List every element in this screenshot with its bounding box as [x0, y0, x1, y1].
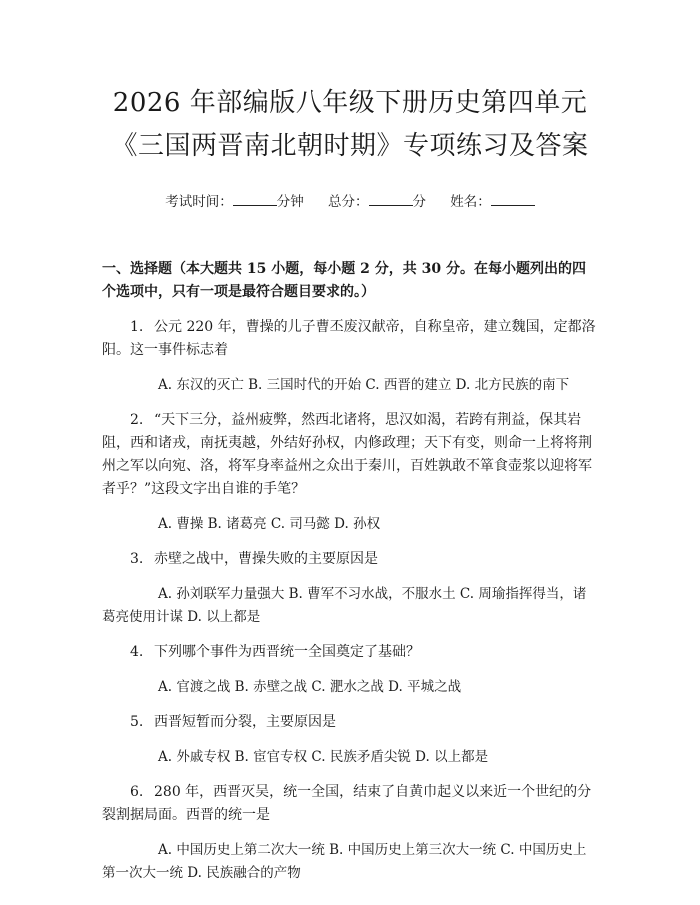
question-text: 西晋短暂而分裂，主要原因是	[154, 714, 336, 730]
exam-time-label: 考试时间：	[165, 194, 233, 210]
question-text: 赤壁之战中，曹操失败的主要原因是	[154, 551, 378, 567]
total-score-unit: 分	[412, 194, 426, 210]
question-stem	[102, 641, 598, 664]
question-number: 5.	[130, 714, 144, 730]
question-stem	[102, 316, 598, 362]
question-number: 3.	[130, 551, 144, 567]
total-score-blank	[369, 193, 413, 206]
question-text: 280 年，西晋灭吴，统一全国，结束了自黄巾起义以来近一个世纪的分裂割据局面。西晋的统一是	[102, 784, 592, 823]
total-score-label: 总分：	[328, 194, 369, 210]
question-options: A. 中国历史上第二次大一统 B. 中国历史上第三次大一统 C. 中国历史上第一次大一统 D. 民族融合的产物	[102, 842, 587, 881]
question-options: A. 外戚专权 B. 宦官专权 C. 民族矛盾尖锐 D. 以上都是	[158, 749, 489, 765]
question-text: 公元 220 年，曹操的儿子曹丕废汉献帝，自称皇帝，建立魏国，定都洛阳。这一事件标志着	[102, 319, 596, 358]
question-options: A. 孙刘联军力量强大 B. 曹军不习水战，不服水土 C. 周瑜指挥得当，诸葛亮使用计谋 D. 以上都是	[102, 586, 587, 625]
document-title: 2026 年部编版八年级下册历史第四单元《三国两晋南北朝时期》专项练习及答案	[111, 88, 589, 161]
question-options: A. 曹操 B. 诸葛亮 C. 司马懿 D. 孙权	[158, 516, 381, 532]
student-name-label: 姓名：	[450, 194, 491, 210]
question-stem	[102, 711, 598, 734]
section-heading: 一、选择题（本大题共 15 小题，每小题 2 分，共 30 分。在每小题列出的四个选项中，只有一项是最符合题目要求的。）	[102, 261, 586, 300]
student-name-blank	[491, 193, 535, 206]
exam-time-unit: 分钟	[276, 194, 304, 210]
question-stem	[102, 781, 598, 827]
question-text: 下列哪个事件为西晋统一全国奠定了基础？	[154, 644, 420, 660]
question-number: 1.	[130, 319, 144, 335]
question-options: A. 官渡之战 B. 赤壁之战 C. 淝水之战 D. 平城之战	[158, 679, 462, 695]
total-score-field	[328, 194, 426, 210]
question-options: A. 东汉的灭亡 B. 三国时代的开始 C. 西晋的建立 D. 北方民族的南下	[158, 377, 570, 393]
exam-time-blank	[233, 193, 277, 206]
exam-info-line	[102, 192, 598, 212]
question-number: 2.	[130, 412, 144, 428]
exam-time-field	[165, 194, 304, 210]
student-name-field	[450, 194, 535, 210]
question-stem	[102, 548, 598, 571]
question-number: 4.	[130, 644, 144, 660]
question-text: “天下三分，益州疲弊，然西北诸将，思汉如渴，若跨有荆益，保其岩阻，西和诸戎，南抚夷越，外结好孙权，内修政理；天下有变，则命一上将将荆州之军以向宛、洛，将军身率益州之众出于秦川，百姓孰敢不箪食壶浆以迎将军者乎？”这段文字出自谁的手笔？	[102, 412, 592, 497]
question-stem	[102, 409, 598, 501]
question-number: 6.	[130, 784, 144, 800]
